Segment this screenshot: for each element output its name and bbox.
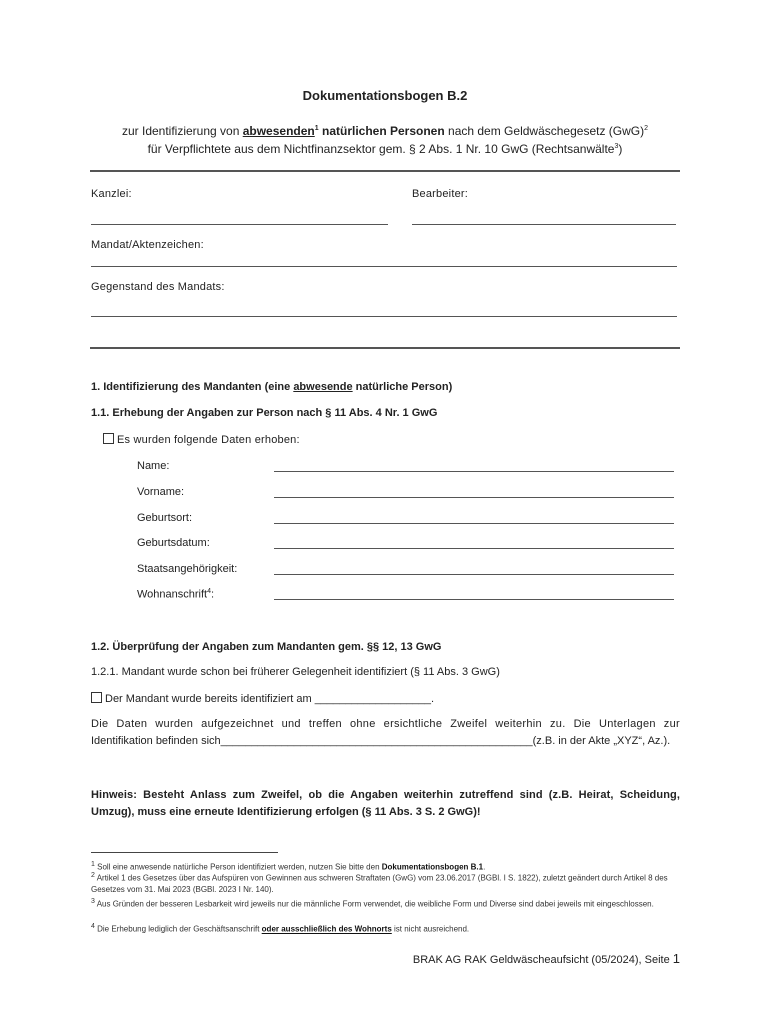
geburtsort-field[interactable] xyxy=(274,523,674,524)
footnote-ref-1: 1 xyxy=(314,125,319,132)
gegenstand-label: Gegenstand des Mandats: xyxy=(91,281,225,293)
geburtsort-label: Geburtsort: xyxy=(137,512,193,524)
footnote-2-text: Artikel 1 des Gesetzes über das Aufspüren von Gewinnen aus schweren Straftaten (GwG) vom 23.06.2017 (BGBl. I S. 1822), zuletzt geändert durch Artikel 8 des Gesetzes vom 31. Mai 2023 (BGBl. 2023 I Nr. 140). xyxy=(91,873,668,894)
already-identified-checkbox[interactable] xyxy=(91,692,102,703)
staatsangehoerigkeit-field[interactable] xyxy=(274,574,674,575)
records-paragraph-line2: Identifikation befinden sich___________________________________________________(z.B. in der Akte „XYZ“, Az.). xyxy=(91,735,671,747)
footnote-3 xyxy=(91,896,681,910)
kanzlei-label: Kanzlei: xyxy=(91,188,132,200)
subtitle-emph: abwesenden xyxy=(242,124,315,138)
footnote-ref-2: 2 xyxy=(644,125,649,132)
subtitle-suffix: nach dem Geldwäschegesetz (GwG) xyxy=(444,124,645,138)
wohnanschrift-text: Wohnanschrift xyxy=(137,588,208,601)
vorname-label: Vorname: xyxy=(137,486,185,498)
page-footer-text: BRAK AG RAK Geldwäscheaufsicht (05/2024), Seite xyxy=(412,954,673,966)
wohnanschrift-label xyxy=(137,588,214,601)
name-field[interactable] xyxy=(274,471,674,472)
bearbeiter-field[interactable] xyxy=(412,224,676,225)
wohnanschrift-colon: : xyxy=(211,588,215,601)
divider-middle xyxy=(90,347,680,349)
hinweis-line2: Umzug), muss eine erneute Identifizierung erfolgen (§ 11 Abs. 3 S. 2 GwG)! xyxy=(91,806,481,818)
name-label: Name: xyxy=(137,460,170,472)
already-identified-checkbox-row[interactable] xyxy=(91,692,434,705)
subtitle-prefix: zur Identifizierung von xyxy=(121,124,243,138)
section-1-heading-prefix: 1. Identifizierung des Mandanten (eine xyxy=(91,381,294,393)
footnote-4 xyxy=(91,921,681,935)
bearbeiter-label: Bearbeiter: xyxy=(412,188,469,200)
geburtsdatum-field[interactable] xyxy=(274,548,674,549)
section-1-heading-emph: abwesende xyxy=(293,381,353,393)
wohnanschrift-field[interactable] xyxy=(274,599,674,600)
page-footer xyxy=(413,951,680,966)
footnote-3-text: Aus Gründen der besseren Lesbarkeit wird jeweils nur die männliche Form verwendet, die weibliche Form und Diverse sind dabei jeweils mit eingeschlossen. xyxy=(94,899,654,909)
kanzlei-field[interactable] xyxy=(91,224,388,225)
geburtsdatum-label: Geburtsdatum: xyxy=(137,537,210,549)
footnote-4-num: 4 xyxy=(91,923,95,930)
footnote-4-end: ist nicht ausreichend. xyxy=(391,924,470,934)
footnote-2-num: 2 xyxy=(91,872,95,879)
data-collected-checkbox[interactable] xyxy=(103,433,114,444)
gegenstand-field[interactable] xyxy=(91,316,677,317)
section-1-2-1-text: 1.2.1. Mandant wurde schon bei früherer Gelegenheit identifiziert (§ 11 Abs. 3 GwG) xyxy=(91,666,500,678)
data-collected-label: Es wurden folgende Daten erhoben: xyxy=(117,434,300,446)
page-number: 1 xyxy=(672,951,680,966)
footnote-1-bold: Dokumentationsbogen B.1 xyxy=(381,862,484,872)
footnote-1-text: Soll eine anwesende natürliche Person identifiziert werden, nutzen Sie bitte den xyxy=(94,862,382,872)
footnote-ref-4: 4 xyxy=(207,588,212,595)
mandat-field[interactable] xyxy=(91,266,677,267)
mandat-label: Mandat/Aktenzeichen: xyxy=(91,239,204,251)
hinweis-line1: Hinweis: Besteht Anlass zum Zweifel, ob die Angaben weiterhin zutreffend sind (z.B. Heirat, Scheidung, xyxy=(91,789,680,801)
footnote-ref-3: 3 xyxy=(614,143,619,150)
staatsangehoerigkeit-label: Staatsangehörigkeit: xyxy=(137,563,238,575)
footnote-separator xyxy=(91,852,278,853)
section-1-heading xyxy=(91,381,452,393)
footnote-1-num: 1 xyxy=(91,861,95,868)
footnote-4-emph: oder ausschließlich des Wohnorts xyxy=(261,924,392,934)
section-1-2-heading: 1.2. Überprüfung der Angaben zum Mandanten gem. §§ 12, 13 GwG xyxy=(91,641,442,653)
already-identified-label: Der Mandant wurde bereits identifiziert am ___________________. xyxy=(105,693,434,705)
footnote-4-text: Die Erhebung lediglich der Geschäftsanschrift xyxy=(94,924,262,934)
data-collected-checkbox-row[interactable] xyxy=(103,433,300,446)
divider-top xyxy=(90,170,680,172)
subtitle-bold: natürlichen Personen xyxy=(318,124,445,138)
document-subtitle xyxy=(60,121,710,157)
footnote-3-num: 3 xyxy=(91,898,95,905)
subtitle-line2-end: ) xyxy=(618,142,623,156)
document-title: Dokumentationsbogen B.2 xyxy=(302,88,468,103)
section-1-heading-suffix: natürliche Person) xyxy=(352,381,453,393)
footnote-1-end: . xyxy=(483,862,486,872)
footnote-2 xyxy=(91,870,681,895)
section-1-1-heading: 1.1. Erhebung der Angaben zur Person nach § 11 Abs. 4 Nr. 1 GwG xyxy=(91,407,438,419)
records-paragraph-line1: Die Daten wurden aufgezeichnet und treffen ohne ersichtliche Zweifel weiterhin zu. Die Unterlagen zur xyxy=(91,718,680,730)
vorname-field[interactable] xyxy=(274,497,674,498)
subtitle-line2: für Verpflichtete aus dem Nichtfinanzsektor gem. § 2 Abs. 1 Nr. 10 GwG (Rechtsanwälte xyxy=(147,142,615,156)
